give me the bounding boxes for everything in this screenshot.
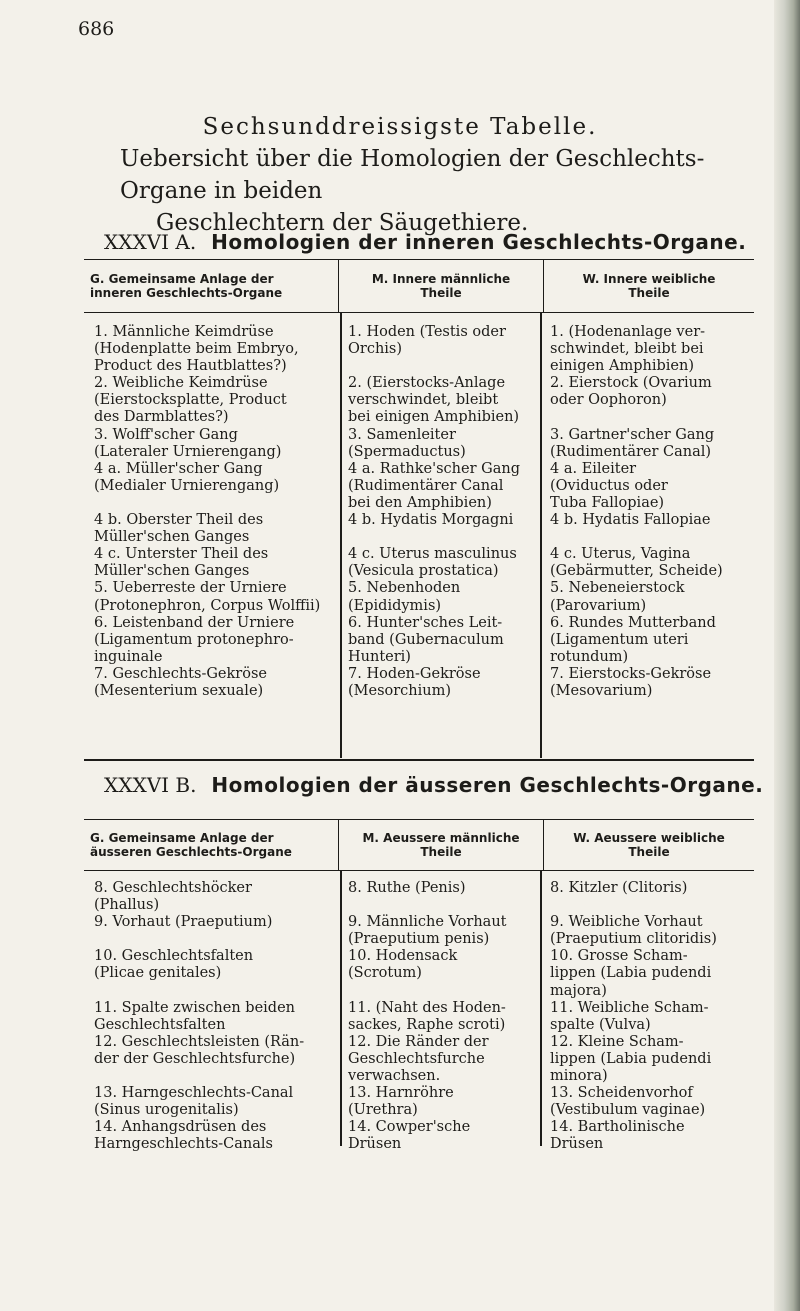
subtitle-line-1: Uebersicht über die Homologien der Geschlechts-Organe in beiden <box>120 146 705 204</box>
section-a-number: XXXVI A. <box>104 230 197 254</box>
header-b-male-line2: Theile <box>420 845 462 859</box>
entry-line: der der Geschlechtsfurche) <box>94 1050 296 1067</box>
entry-line: 11. Weibliche Scham- <box>550 999 709 1016</box>
entry-line: 13. Harngeschlechts-Canal <box>94 1085 294 1102</box>
entry-line: 2. (Eierstocks-Anlage <box>348 375 506 392</box>
entry-line <box>94 983 304 1000</box>
entry-line: 4 b. Hydatis Fallopiae <box>550 512 711 529</box>
entry-line: (Praeputium clitoridis) <box>550 931 717 948</box>
entry-line: (Ligamentum uteri <box>550 631 689 648</box>
entry-line: 4 b. Hydatis Morgagni <box>348 512 514 529</box>
entry-line: (Oviductus oder <box>550 477 668 494</box>
entry-line: (Epididymis) <box>348 597 442 614</box>
entry-line: 4 a. Rathke'scher Gang <box>348 460 520 477</box>
entry-line <box>94 931 304 948</box>
entry-line: 1. (Hodenanlage ver- <box>550 324 706 340</box>
entry-line: Tuba Fallopiae) <box>550 494 665 511</box>
entry-line <box>550 529 723 546</box>
entry-line: 14. Bartholinische <box>550 1119 685 1136</box>
section-b-col-common <box>94 880 304 1154</box>
entry-line: 14. Anhangsdrüsen des <box>94 1119 267 1136</box>
section-a-bottom-rule <box>84 759 754 761</box>
entry-line: 10. Grosse Scham- <box>550 948 688 965</box>
entry-line <box>348 358 520 375</box>
entry-line: 3. Wolff'scher Gang <box>94 426 238 443</box>
entry-line: 8. Ruthe (Penis) <box>348 880 466 896</box>
entry-line: (Scrotum) <box>348 965 422 982</box>
entry-line: (Spermaductus) <box>348 443 466 460</box>
header-a-male-line2: Theile <box>420 286 462 300</box>
entry-line: spalte (Vulva) <box>550 1016 651 1033</box>
entry-line: (Medialer Urnierengang) <box>94 477 280 494</box>
entry-line: band (Gubernaculum <box>348 631 504 648</box>
entry-line: (Urethra) <box>348 1102 418 1119</box>
header-a-common <box>84 260 339 313</box>
entry-line: 8. Geschlechtshöcker <box>94 880 252 896</box>
entry-line: 4 b. Oberster Theil des <box>94 512 264 529</box>
entry-line: rotundum) <box>550 648 629 665</box>
entry-line: 3. Samenleiter <box>348 426 456 443</box>
entry-line: einigen Amphibien) <box>550 358 694 375</box>
entry-line: 10. Hodensack <box>348 948 458 965</box>
entry-line: (Mesenterium sexuale) <box>94 682 264 699</box>
entry-line: bei den Amphibien) <box>348 494 492 511</box>
entry-line: Hunteri) <box>348 648 411 665</box>
section-b-number: XXXVI B. <box>104 773 197 797</box>
entry-line: 10. Geschlechtsfalten <box>94 948 254 965</box>
section-a-col-common <box>94 324 320 700</box>
section-b-divider-1 <box>340 871 342 1146</box>
entry-line <box>550 409 723 426</box>
entry-line: 5. Ueberreste der Urniere <box>94 580 287 597</box>
section-a-col-female <box>550 324 723 700</box>
subtitle-line-2: Geschlechtern der Säugethiere. <box>156 210 529 236</box>
entry-line: 5. Nebeneierstock <box>550 580 685 597</box>
section-a-header-row <box>84 259 754 313</box>
entry-line: (Hodenplatte beim Embryo, <box>94 341 299 358</box>
entry-line: 6. Rundes Mutterband <box>550 614 716 631</box>
header-a-common-line1: G. Gemeinsame Anlage der <box>90 272 274 286</box>
entry-line: 9. Weibliche Vorhaut <box>550 914 703 931</box>
entry-line: 1. Hoden (Testis oder <box>348 324 506 340</box>
entry-line: Drüsen <box>348 1136 402 1153</box>
entry-line: 4 a. Müller'scher Gang <box>94 460 263 477</box>
entry-line: (Vestibulum vaginae) <box>550 1102 706 1119</box>
section-a-divider-2 <box>540 313 542 758</box>
entry-line: 13. Harnröhre <box>348 1085 454 1102</box>
header-b-common <box>84 820 339 871</box>
section-b-divider-2 <box>540 871 542 1146</box>
entry-line: (Phallus) <box>94 897 160 914</box>
entry-line: verschwindet, bleibt <box>348 392 499 409</box>
entry-line: 1. Männliche Keimdrüse <box>94 324 274 340</box>
entry-line: sackes, Raphe scroti) <box>348 1016 506 1033</box>
entry-line: 12. Kleine Scham- <box>550 1033 684 1050</box>
header-a-male <box>339 260 544 313</box>
entry-line: 4 c. Uterus, Vagina <box>550 546 691 563</box>
section-b-col-male <box>348 880 507 1154</box>
entry-line: 14. Cowper'sche <box>348 1119 471 1136</box>
header-b-female-line1: W. Aeussere weibliche <box>573 831 725 845</box>
entry-line: majora) <box>550 982 607 999</box>
entry-line: Drüsen <box>550 1136 604 1153</box>
header-a-female-line1: W. Innere weibliche <box>582 272 716 286</box>
entry-line: (Praeputium penis) <box>348 931 490 948</box>
entry-line: 6. Leistenband der Urniere <box>94 614 295 631</box>
entry-line: inguinale <box>94 648 163 665</box>
entry-line: Müller'schen Ganges <box>94 529 250 546</box>
header-b-common-line1: G. Gemeinsame Anlage der <box>90 831 274 845</box>
header-b-male <box>339 820 544 871</box>
header-b-female <box>544 820 755 871</box>
entry-line: 9. Männliche Vorhaut <box>348 914 507 931</box>
entry-line: schwindet, bleibt bei <box>550 341 704 358</box>
entry-line: Product des Hautblattes?) <box>94 358 287 375</box>
entry-line: 4 c. Unterster Theil des <box>94 546 269 563</box>
section-b-col-female <box>550 880 717 1154</box>
entry-line: lippen (Labia pudendi <box>550 1050 712 1067</box>
entry-line: lippen (Labia pudendi <box>550 965 712 982</box>
entry-line: 4 a. Eileiter <box>550 460 637 477</box>
section-a-title: Homologien der inneren Geschlechts-Organe. <box>211 230 747 254</box>
section-b-heading <box>104 773 763 797</box>
header-b-female-line2: Theile <box>628 845 670 859</box>
header-a-male-line1: M. Innere männliche <box>371 272 511 286</box>
header-b-male-line1: M. Aeussere männliche <box>362 831 520 845</box>
section-a-heading <box>104 230 746 254</box>
entry-line: 3. Gartner'scher Gang <box>550 426 715 443</box>
entry-line: (Ligamentum protonephro- <box>94 631 294 648</box>
entry-line: (Vesicula prostatica) <box>348 563 499 580</box>
header-a-female <box>544 260 755 313</box>
entry-line: Geschlechtsfalten <box>94 1016 226 1033</box>
section-a-divider-1 <box>340 313 342 758</box>
entry-line: 11. (Naht des Hoden- <box>348 999 506 1016</box>
entry-line: Harngeschlechts-Canals <box>94 1136 273 1153</box>
entry-line: 6. Hunter'sches Leit- <box>348 614 503 631</box>
entry-line: 7. Eierstocks-Gekröse <box>550 665 712 682</box>
entry-line <box>348 983 507 1000</box>
entry-line: 4 c. Uterus masculinus <box>348 546 517 563</box>
entry-line: (Protonephron, Corpus Wolffii) <box>94 597 321 614</box>
entry-line: (Gebärmutter, Scheide) <box>550 563 723 580</box>
entry-line: 7. Geschlechts-Gekröse <box>94 665 267 682</box>
entry-line: verwachsen. <box>348 1068 441 1085</box>
entry-line: (Rudimentärer Canal) <box>550 443 712 460</box>
entry-line: minora) <box>550 1068 608 1085</box>
entry-line: (Rudimentärer Canal <box>348 477 504 494</box>
header-b-common-line2: äusseren Geschlechts-Organe <box>90 845 292 859</box>
entry-line: 2. Weibliche Keimdrüse <box>94 375 268 392</box>
entry-line: (Parovarium) <box>550 597 647 614</box>
entry-line: 12. Die Ränder der <box>348 1033 489 1050</box>
entry-line <box>348 529 520 546</box>
section-b-title: Homologien der äusseren Geschlechts-Organe. <box>211 773 764 797</box>
entry-line: 11. Spalte zwischen beiden <box>94 999 296 1016</box>
entry-line: Müller'schen Ganges <box>94 563 250 580</box>
table-subtitle <box>120 143 780 239</box>
entry-line: oder Oophoron) <box>550 392 667 409</box>
section-b-header-row <box>84 819 754 871</box>
entry-line: (Plicae genitales) <box>94 965 222 982</box>
entry-line: 8. Kitzler (Clitoris) <box>550 880 688 896</box>
entry-line: 5. Nebenhoden <box>348 580 461 597</box>
entry-line: des Darmblattes?) <box>94 409 229 426</box>
entry-line: (Mesovarium) <box>550 682 653 699</box>
entry-line: bei einigen Amphibien) <box>348 409 520 426</box>
entry-line: 9. Vorhaut (Praeputium) <box>94 914 273 931</box>
entry-line: Geschlechtsfurche <box>348 1050 485 1067</box>
entry-line: 2. Eierstock (Ovarium <box>550 375 712 392</box>
entry-line: 13. Scheidenvorhof <box>550 1085 693 1102</box>
entry-line: (Mesorchium) <box>348 682 452 699</box>
header-a-common-line2: inneren Geschlechts-Organe <box>90 286 283 300</box>
entry-line <box>94 1068 304 1085</box>
section-a-col-male <box>348 324 520 700</box>
entry-line: (Lateraler Urnierengang) <box>94 443 282 460</box>
entry-line: Orchis) <box>348 341 403 358</box>
entry-line <box>94 495 320 512</box>
entry-line <box>550 897 717 914</box>
entry-line: 7. Hoden-Gekröse <box>348 665 481 682</box>
table-title: Sechsunddreissigste Tabelle. <box>202 114 598 140</box>
entry-line: (Eierstocksplatte, Product <box>94 392 287 409</box>
entry-line: (Sinus urogenitalis) <box>94 1102 239 1119</box>
header-a-female-line2: Theile <box>628 286 670 300</box>
entry-line: 12. Geschlechtsleisten (Rän- <box>94 1033 305 1050</box>
page-number: 686 <box>78 18 115 40</box>
entry-line <box>348 897 507 914</box>
